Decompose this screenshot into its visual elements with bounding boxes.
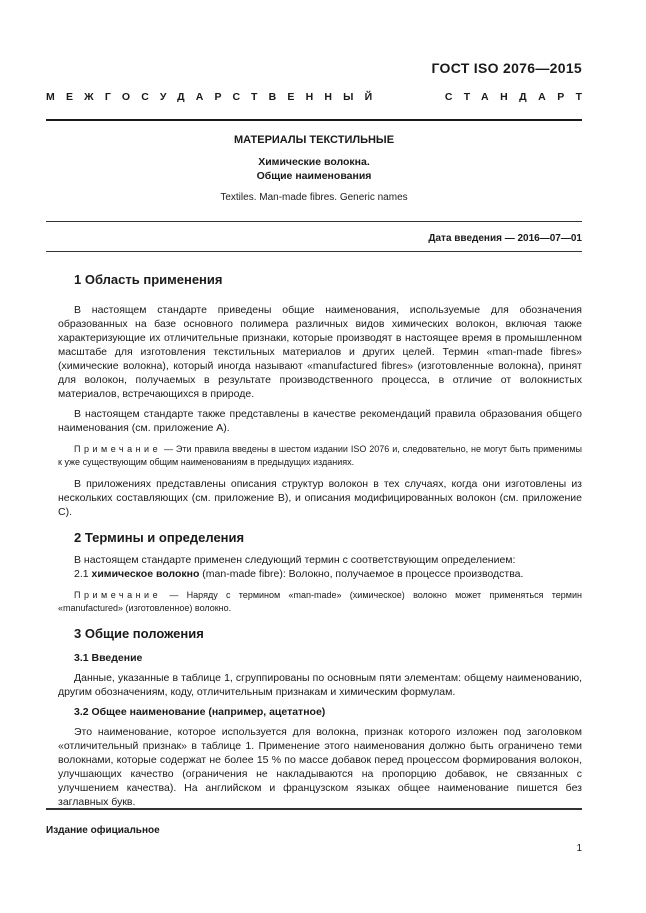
subsection-3-2-paragraph: Это наименование, которое используется для волокна, признак которого изложен под заголовком «отличительный признак» в таблице 1. Применение этого наименования должно быть ограничено теми волокнами, которые содержат не более 15 % по массе добавок перед процессом формирования волокон, улучшающих качество (ограничения не накладываются на пропорцию добавок, не связанных с улучшением качества). На английском и французском языках общее наименование пишется без заглавных букв. — [58, 726, 582, 808]
subsection-3-2-heading: 3.2 Общее наименование (например, ацетатное) — [74, 706, 326, 718]
header-divider — [46, 119, 582, 121]
note-label: Примечание — [74, 444, 162, 454]
standard-code: ГОСТ ISO 2076—2015 — [431, 60, 582, 76]
section-1-paragraph-2: В настоящем стандарте также представлены в качестве рекомендаций правила образования общего наименования (см. приложение А). — [58, 408, 582, 434]
section-1-heading: 1 Область применения — [74, 272, 223, 287]
page-number: 1 — [576, 843, 582, 854]
section-1-paragraph-1: В настоящем стандарте приведены общие наименования, используемые для обозначения образованных на базе основного полимера различных видов химических волокон, включая также характеризующие их отличительные признаки, которые производят в настоящее время в промышленном масштабе для изготовления текстильных материалов и других целей. Термин «man-made fibres» (химические волокна), который иногда называют «manufactured fibres» (изготовленные волокна), принят для волокон, получаемых в результате производственного процесса, в отличие от волокнистых материалов, встречающихся в природе. — [58, 304, 582, 400]
standard-type-left: МЕЖГОСУДАРСТВЕННЫЙ — [46, 91, 384, 103]
document-subtitle — [46, 155, 582, 183]
introduction-date: Дата введения — 2016—07—01 — [428, 233, 582, 244]
section-3-heading: 3 Общие положения — [74, 626, 204, 641]
standard-type-right: СТАНДАРТ — [444, 91, 594, 103]
footer-divider — [46, 808, 582, 810]
section-2-heading: 2 Термины и определения — [74, 530, 245, 545]
date-divider — [46, 251, 582, 252]
section-1-note — [58, 443, 582, 469]
term-definition — [58, 567, 582, 581]
subsection-3-1-heading: 3.1 Введение — [74, 652, 143, 664]
document-title: МАТЕРИАЛЫ ТЕКСТИЛЬНЫЕ — [233, 134, 395, 146]
note-text: — Эти правила введены в шестом издании ISO 2076 и, следовательно, не могут быть применимы к уже существующим общим наименованиям в предыдущих изданиях. — [58, 444, 582, 467]
term-number: 2.1 — [74, 568, 92, 580]
document-body — [58, 271, 582, 809]
note-label: Примечание — [74, 590, 162, 600]
title-divider — [46, 221, 582, 222]
subtitle-line-2: Общие наименования — [256, 170, 372, 182]
term-name: химическое волокно — [91, 568, 200, 580]
section-2-paragraph-1: В настоящем стандарте применен следующий термин с соответствующим определением: — [74, 554, 516, 566]
section-2-note — [58, 589, 582, 615]
subsection-3-1-paragraph: Данные, указанные в таблице 1, сгруппированы по основным пяти элементам: общему наименованию, другим обозначениям, коду, отличительным признакам и химическим формулам. — [58, 672, 582, 698]
english-title: Textiles. Man-made fibres. Generic names — [220, 192, 408, 203]
section-1-paragraph-3: В приложениях представлены описания структур волокон в тех случаях, когда они изготовлены из нескольких составляющих (см. приложение В), и описания модифицированных волокон (см. приложение С). — [58, 478, 582, 518]
term-text: (man-made fibre): Волокно, получаемое в процессе производства. — [199, 568, 524, 580]
edition-label: Издание официальное — [46, 825, 160, 836]
note-text: — Наряду с термином «man-made» (химическое) волокно может применяться термин «manufactured» (изготовленное) волокно. — [58, 590, 582, 613]
standard-type-banner — [46, 91, 594, 103]
subtitle-line-1: Химические волокна. — [258, 156, 370, 168]
